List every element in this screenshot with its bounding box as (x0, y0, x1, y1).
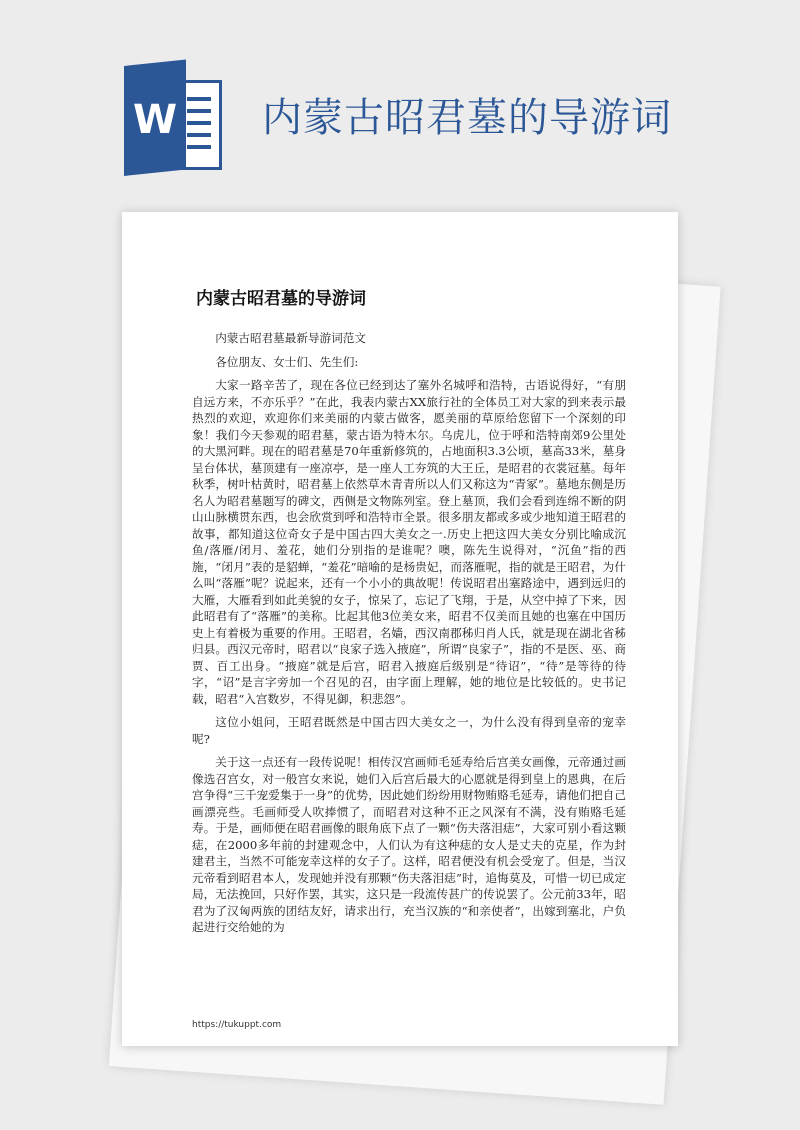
paragraph-greeting: 各位朋友、女士们、先生们: (215, 354, 359, 369)
paragraph-subtitle: 内蒙古昭君墓最新导游词范文 (215, 331, 366, 345)
paragraph-legend: 关于这一点还有一段传说呢！相传汉宫画师毛延寿给后宫美女画像，元帝通过画像选召宫女，对一般宫女来说，她们入后宫后最大的心愿就是得到皇上的恩典，在后宫争得“三千宠爱集于一身”的优势，因此她们纷纷用财物贿赂毛延寿，请他们把自己画漂亮些。毛画师受人吹捧惯了，而昭君对这种不正之风深有不满，没有贿赂毛延寿。于是，画师便在昭君画像的眼角底下点了一颗“伤夫落泪痣”，大家可别小看这颗痣，在2000多年前的封建观念中，人们认为有这种痣的女人是丈夫的克星，作为封建君主，当然不可能宠幸这样的女子了。这样，昭君便没有机会受宠了。但是，当汉元帝看到昭君本人，发现她并没有那颗“伤夫落泪痣”时，追悔莫及，可惜一切已成定局，无法挽回，只好作罢，其实，这只是一段流传甚广的传说罢了。公元前33年，昭君为了汉匈两族的团结友好，请求出行，充当汉族的“和亲使者”，出嫁到塞北，户负起进行交给她的为 (192, 755, 626, 934)
word-document-icon (118, 66, 226, 176)
document-title: 内蒙古昭君墓的导游词 (196, 289, 366, 309)
word-letter: W (132, 97, 178, 143)
paragraph-question: 这位小姐问，王昭君既然是中国古四大美女之一，为什么没有得到皇帝的宠幸呢? (192, 715, 626, 746)
page-header (0, 0, 800, 200)
document-page (122, 212, 678, 1046)
footer-url: https://tukuppt.com (192, 1020, 282, 1030)
header-title: 内蒙古昭君墓的导游词 (262, 95, 672, 141)
paragraph-introduction: 大家一路辛苦了，现在各位已经到达了塞外名城呼和浩特，古语说得好，“有朋自远方来，不亦乐乎？”在此，我表内蒙古XX旅行社的全体员工对大家的到来表示最热烈的欢迎，欢迎你们来美丽的内蒙古做客，愿美丽的草原给您留下一个深刻的印象！我们今天参观的昭君墓，蒙古语为特木尔。乌虎儿，位于呼和浩特南郊9公里处的大黑河畔。现在的昭君墓是70年重新修筑的，占地面积3.3公顷，墓高33米，墓身呈台体状，墓顶建有一座凉亭，是一座人工夯筑的大王丘，是昭君的衣裳冠墓。每年秋季，树叶枯黄时，昭君墓上依然草木青青所以人们又称这为“青冢”。墓地东侧是历名人为昭君墓题写的碑文，西侧是文物陈列室。登上墓顶，我们会看到连绵不断的阴山山脉横贯东西，也会欣赏到呼和浩特市全景。很多朋友都或多或少地知道王昭君的故事，都知道这位奇女子是中国古四大美女之一.历史上把这四大美女分别比喻成沉鱼/落雁/闭月、羞花，她们分别指的是谁呢？噢，陈先生说得对，“沉鱼”指的西施，“闭月”表的是貂蝉，“羞花”暗喻的是杨贵妃，而落雁呢，指的就是王昭君，为什么叫“落雁”呢？说起来，还有一个小小的典故呢！传说昭君出塞路途中，遇到远归的大雁，大雁看到如此美貌的女子，惊呆了，忘记了飞翔，于是，从空中掉了下来，因此昭君有了“落雁”的美称。比起其他3位美女来，昭君不仅美而且她的也塞在中国历史上有着极为重要的作用。王昭君，名嫱，西汉南郡秭归肖人氏，就是现在湖北省秭归县。西汉元帝时，昭君以“良家子选入掖庭”，所谓“良家子”，指的不是医、巫、商贾、百工出身。“掖庭”就是后宫，昭君入掖庭后级别是“待诏”，“待”是等待的待字，“诏”是言字旁加一个召见的召，由字面上理解，她的地位是比较低的。史书记载，昭君“入宫数岁，不得见御，积悲怨”。 (192, 378, 626, 706)
document-body (192, 330, 626, 943)
